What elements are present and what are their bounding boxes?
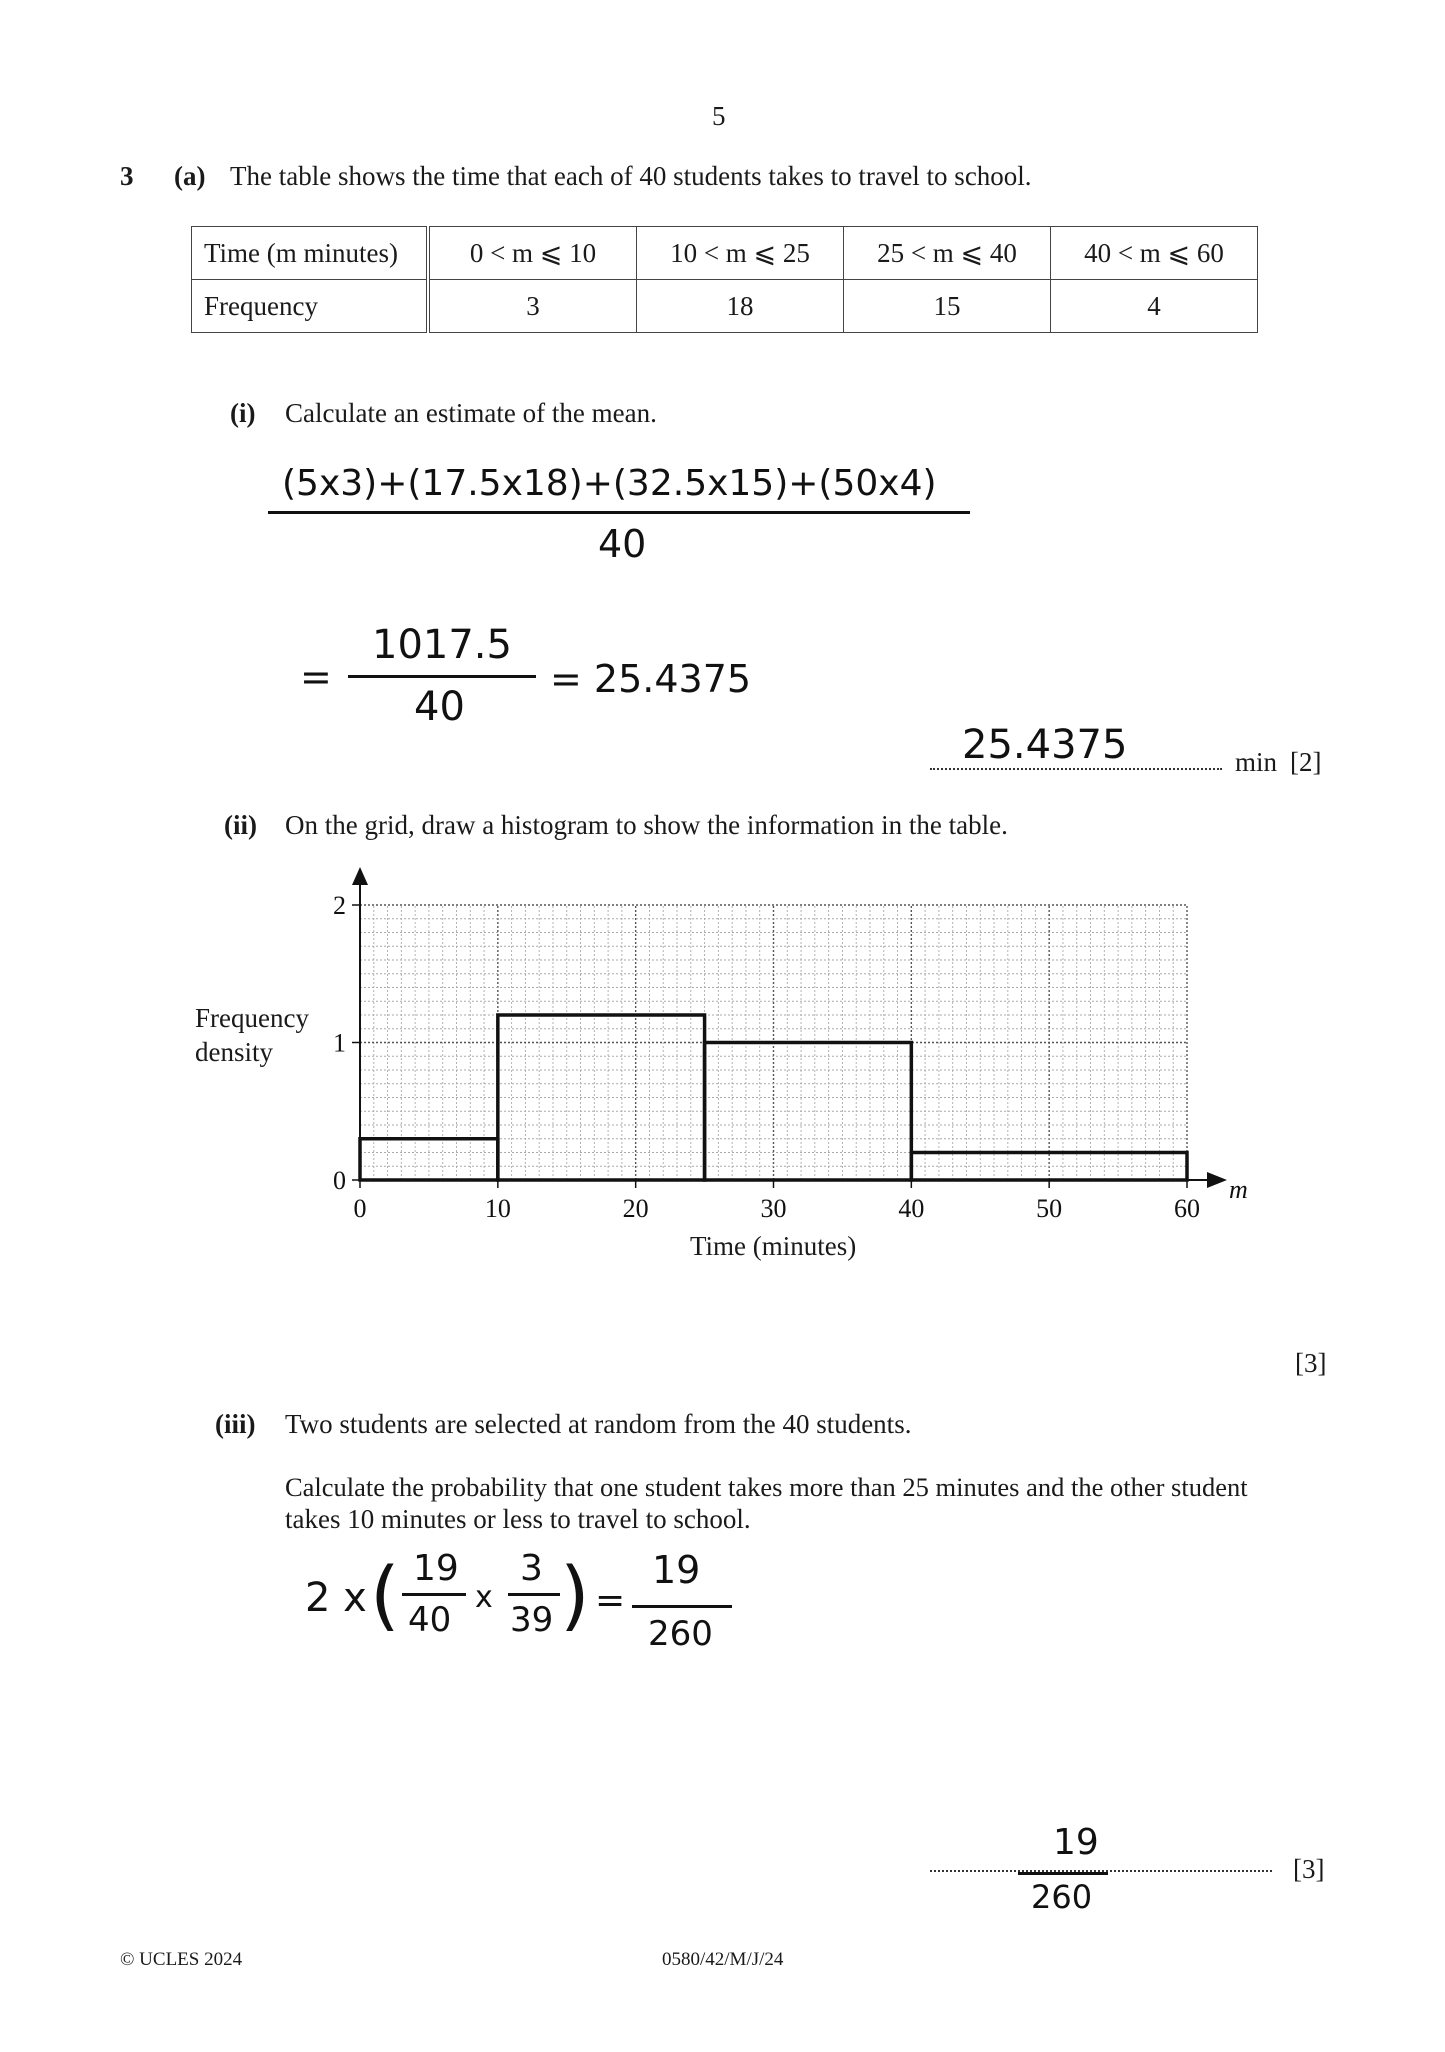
x-tick-label: 40 — [898, 1194, 925, 1223]
x-axis-symbol: m — [1229, 1175, 1248, 1204]
part-iii-prompt2-line1: Calculate the probability that one student takes more than 25 minutes and the other student — [285, 1472, 1248, 1502]
page-number: 5 — [712, 101, 726, 131]
prob-answer-den: 260 — [1031, 1878, 1093, 1916]
frequency-header: Frequency — [192, 280, 429, 333]
y-tick-label: 0 — [333, 1166, 346, 1195]
sum-numerator: 1017.5 — [372, 622, 512, 668]
prob-result-line — [632, 1605, 732, 1608]
frequency-cell: 15 — [844, 280, 1051, 333]
marks-iii: [3] — [1293, 1854, 1325, 1884]
part-ii-prompt: On the grid, draw a histogram to show the information in the table. — [285, 810, 1008, 840]
interval-cell: 25 < m ⩽ 40 — [844, 227, 1051, 280]
prob-f1-line — [402, 1593, 466, 1596]
x-tick-label: 30 — [760, 1194, 787, 1223]
x-tick-label: 0 — [353, 1194, 367, 1223]
part-i-label: (i) — [230, 398, 256, 428]
sum-denominator: 40 — [414, 684, 465, 730]
frequency-cell: 18 — [637, 280, 844, 333]
prob-f1-num: 19 — [413, 1548, 459, 1589]
prob-f1-den: 40 — [408, 1600, 452, 1640]
question-stem: The table shows the time that each of 40 students takes to travel to school. — [230, 161, 1032, 191]
interval-cell: 10 < m ⩽ 25 — [637, 227, 844, 280]
y-axis-label-line1: Frequency — [195, 1003, 309, 1033]
part-ii-label: (ii) — [224, 810, 257, 840]
mean-working-numerator: (5x3)+(17.5x18)+(32.5x15)+(50x4) — [282, 463, 937, 504]
x-tick-label: 10 — [484, 1194, 511, 1223]
prob-f2-den: 39 — [510, 1600, 554, 1640]
prob-f2-line — [508, 1593, 560, 1596]
frequency-cell: 3 — [428, 280, 637, 333]
left-paren: ( — [370, 1550, 400, 1639]
part-i-prompt: Calculate an estimate of the mean. — [285, 398, 657, 428]
frequency-cell: 4 — [1051, 280, 1258, 333]
part-label: (a) — [174, 161, 206, 191]
prob-prefix: 2 x — [305, 1575, 367, 1621]
prob-result-num: 19 — [652, 1548, 701, 1592]
marks-ii: [3] — [1295, 1348, 1327, 1378]
mean-answer: 25.4375 — [962, 722, 1128, 768]
prob-answer-line — [1018, 1872, 1108, 1875]
y-tick-label: 2 — [333, 891, 346, 920]
marks-i: [2] — [1290, 747, 1322, 777]
equals-sign: = — [300, 655, 332, 699]
prob-equals: = — [595, 1580, 626, 1621]
x-tick-label: 50 — [1036, 1194, 1063, 1223]
x-tick-label: 20 — [622, 1194, 649, 1223]
unit-label: min — [1235, 747, 1278, 777]
x-tick-label: 60 — [1174, 1194, 1200, 1223]
prob-f2-num: 3 — [520, 1548, 543, 1589]
prob-times: x — [475, 1580, 493, 1615]
part-iii-prompt1: Two students are selected at random from the 40 students. — [285, 1409, 912, 1439]
x-axis-arrow — [1207, 1172, 1227, 1188]
mean-working-denominator: 40 — [598, 522, 647, 566]
footer-copyright: © UCLES 2024 — [120, 1949, 243, 1970]
y-axis-arrow — [352, 867, 368, 885]
part-iii-label: (iii) — [215, 1409, 256, 1439]
right-paren: ) — [560, 1550, 590, 1639]
time-header: Time (m minutes) — [192, 227, 429, 280]
footer-paper-code: 0580/42/M/J/24 — [662, 1949, 784, 1970]
question-number: 3 — [120, 161, 134, 191]
part-iii-prompt2-line2: takes 10 minutes or less to travel to school. — [285, 1504, 751, 1534]
y-axis-label-line2: density — [195, 1037, 273, 1067]
y-tick-label: 1 — [333, 1028, 346, 1058]
prob-result-den: 260 — [648, 1614, 713, 1654]
x-axis-title: Time (minutes) — [690, 1231, 857, 1261]
prob-answer-num: 19 — [1053, 1822, 1099, 1863]
interval-cell: 0 < m ⩽ 10 — [428, 227, 637, 280]
mean-result: = 25.4375 — [550, 657, 752, 701]
interval-cell: 40 < m ⩽ 60 — [1051, 227, 1258, 280]
